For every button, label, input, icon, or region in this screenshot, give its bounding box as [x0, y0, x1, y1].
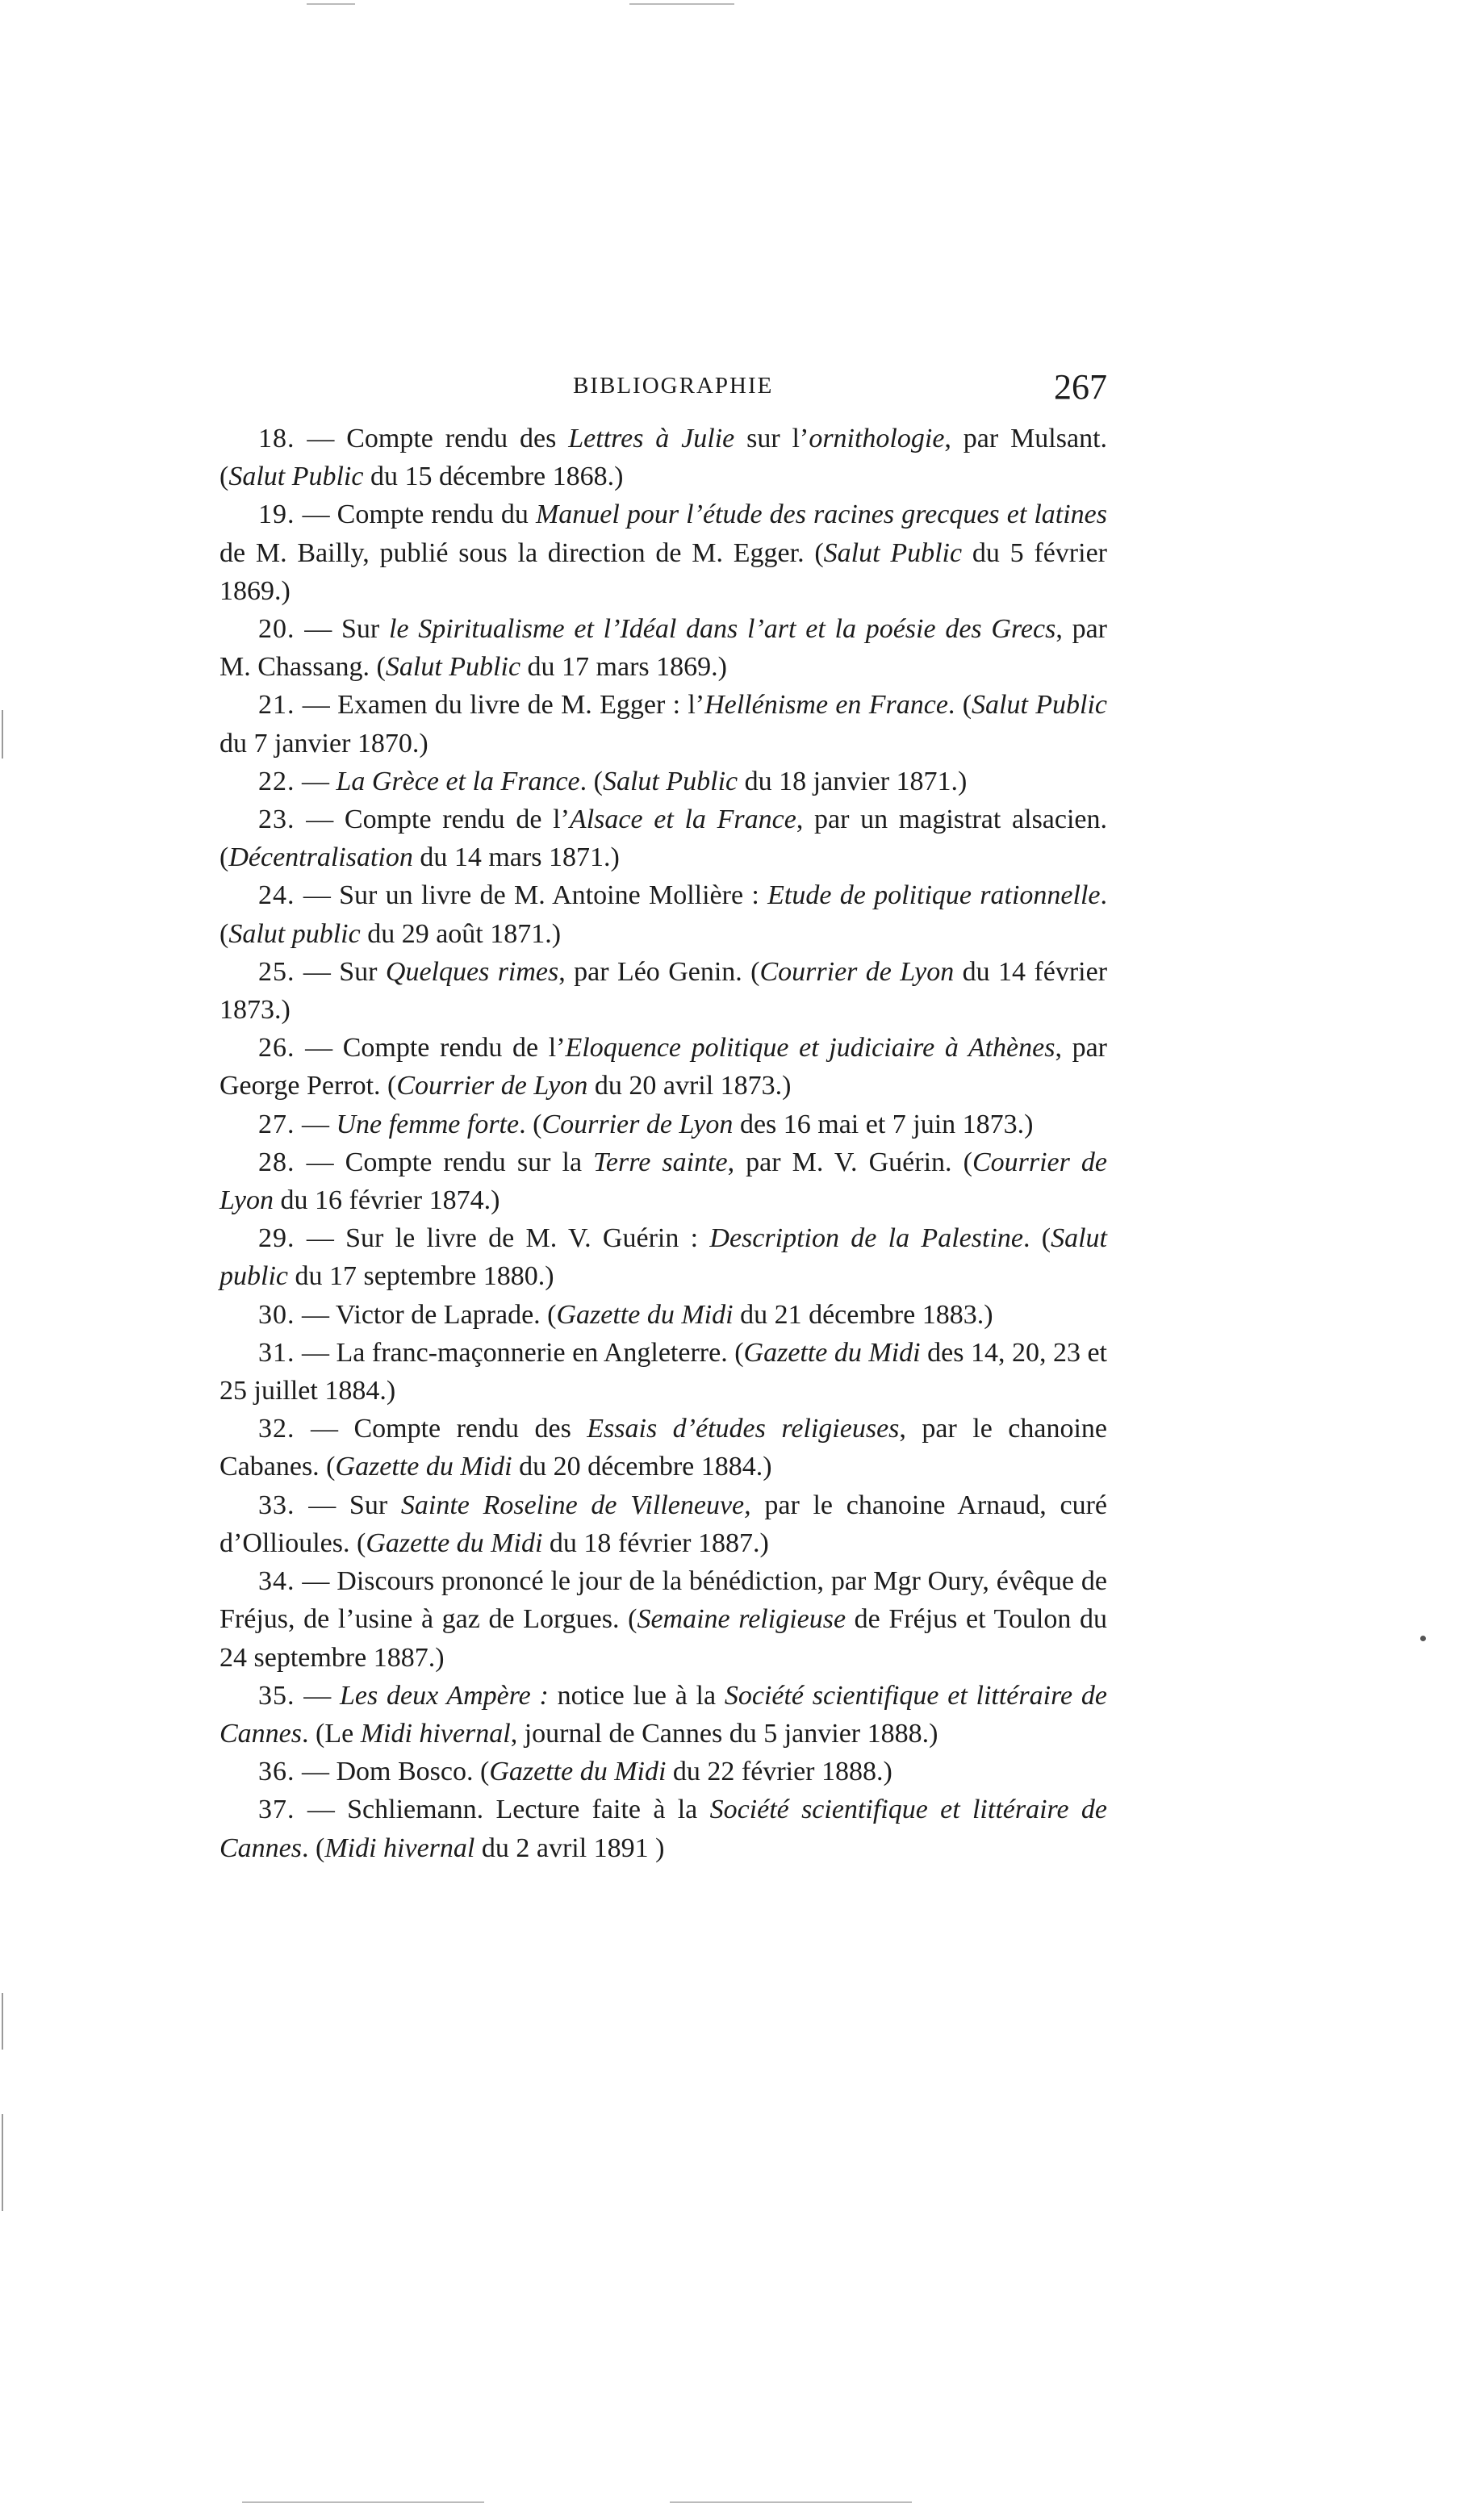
- entry-text: . (: [947, 690, 972, 721]
- entry-text: du 20 avril 1873.): [587, 1071, 792, 1101]
- entry-text: , par M. Chassang. (: [219, 614, 1108, 683]
- entry-number: 29.: [258, 1223, 295, 1254]
- entry-number: 36.: [258, 1757, 295, 1787]
- entry-number: 32.: [258, 1414, 295, 1444]
- entry-text: par le chanoine Arnaud, curé d’Ollioules. (: [219, 1490, 1107, 1558]
- entry-title-italic: Une femme forte: [336, 1109, 520, 1139]
- entry-text: de Fréjus et Toulon du 24 septembre 1887.): [219, 1604, 1107, 1673]
- entry-text: — Sur un livre de M. Antoine Mollière :: [303, 880, 768, 911]
- entry-text: du 22 février 1888.): [666, 1757, 892, 1787]
- entry-title-italic: Midi hivernal: [324, 1833, 475, 1863]
- scan-bottom-mark: [670, 2501, 912, 2503]
- entry-text: du 29 août 1871.): [360, 918, 562, 949]
- entry-title-italic: Gazette du Midi: [556, 1299, 734, 1330]
- entry-title-italic: Etude de politique rationnelle: [767, 880, 1101, 911]
- entry-title-italic: Gazette du Midi: [366, 1527, 543, 1558]
- entry-title-italic: Salut Public: [228, 462, 364, 492]
- running-title: BIBLIOGRAPHIE: [573, 373, 774, 399]
- entry-number: 23.: [258, 804, 295, 835]
- entry-text: , par un magistrat alsacien. (: [219, 804, 1108, 873]
- page-number: 267: [1054, 367, 1107, 407]
- entry-title-italic: Lettres à Julie: [568, 424, 735, 453]
- entry-text: . (: [302, 1833, 325, 1863]
- entry-title-italic: Gazette du Midi: [335, 1452, 512, 1482]
- entry-text: du 15 décembre 1868.): [363, 462, 624, 492]
- entry-number: 24.: [258, 880, 295, 911]
- entry-text: du 2 avril 1891 ): [474, 1833, 665, 1863]
- entry-title-italic: Salut public: [219, 1223, 1107, 1292]
- scan-bottom-mark: [242, 2501, 484, 2503]
- bibliography-entry: [219, 420, 1107, 495]
- page-header: [219, 361, 1107, 410]
- entry-title-italic: Eloquence politique et judiciaire à Athènes: [565, 1033, 1055, 1064]
- bibliography-entry: [219, 495, 1107, 610]
- entry-text: — Sur: [308, 1490, 401, 1520]
- entry-title-italic: Alsace et la France: [569, 804, 796, 835]
- entry-number: 28.: [258, 1147, 295, 1177]
- entry-text: notice lue à la: [548, 1680, 725, 1711]
- entry-title-italic: Manuel pour l’étude des racines grecques et latines: [535, 499, 1108, 530]
- entry-title-italic: Essais d’études religieuses: [587, 1414, 900, 1444]
- bibliography-entry: [219, 686, 1107, 762]
- entry-text: . (: [579, 766, 603, 796]
- entry-text: du 7 janvier 1870.): [219, 728, 428, 759]
- entry-title-italic: ornithologie: [809, 424, 945, 453]
- entry-text: du 14 février 1873.): [219, 956, 1108, 1026]
- entry-title-italic: Salut Public: [385, 652, 521, 683]
- bibliography-entry: [219, 610, 1107, 686]
- entry-number: 18.: [258, 424, 295, 453]
- scan-edge-mark: [2, 2114, 3, 2211]
- bibliography-entry: [219, 1029, 1107, 1105]
- entry-title-italic: Les deux Ampère :: [340, 1680, 549, 1711]
- entry-title-italic: Courrier de Lyon: [396, 1071, 588, 1101]
- scan-edge-mark: [2, 710, 3, 759]
- bibliography-entry: [219, 1296, 1107, 1334]
- entry-text: —: [303, 1680, 340, 1711]
- entry-number: 19.: [258, 499, 295, 530]
- entry-text: du 18 janvier 1871.): [738, 766, 968, 796]
- bibliography-entry: [219, 763, 1107, 800]
- entry-number: 22.: [258, 766, 295, 796]
- entry-text: — Compte rendu sur la: [306, 1147, 594, 1177]
- entry-text: — La franc-maçonnerie en Angleterre. (: [302, 1337, 744, 1368]
- entry-text: du 16 février 1874.): [274, 1185, 500, 1216]
- entry-text: du 21 décembre 1883.): [733, 1299, 993, 1330]
- entry-text: — Compte rendu de l’: [306, 804, 570, 835]
- bibliography-entry: [219, 1410, 1107, 1486]
- entry-text: — Sur: [303, 956, 386, 987]
- entry-text: — Sur: [304, 614, 389, 645]
- entry-text: , par George Perrot. (: [219, 1033, 1107, 1101]
- bibliography-entry: [219, 1334, 1107, 1410]
- entry-title-italic: le Spiritualisme et l’Idéal dans l’art et la poésie des Grecs: [389, 614, 1056, 645]
- bibliography-entry: [219, 800, 1107, 876]
- bibliography-entry: [219, 1562, 1107, 1677]
- entry-text: , journal de Cannes du 5 janvier 1888.): [510, 1718, 938, 1749]
- entry-text: —: [302, 1109, 336, 1139]
- entry-number: 20.: [258, 614, 295, 645]
- entry-text: . (: [519, 1109, 542, 1139]
- entry-text: du 17 mars 1869.): [520, 652, 727, 683]
- entry-number: 27.: [258, 1109, 295, 1139]
- bibliography-list: [219, 420, 1107, 1867]
- entry-number: 31.: [258, 1337, 295, 1368]
- entry-text: — Sur le livre de M. V. Guérin :: [306, 1223, 710, 1254]
- entry-text: . (: [219, 880, 1107, 949]
- entry-text: —: [302, 766, 336, 796]
- scan-top-mark: [629, 3, 734, 5]
- entry-title-italic: Hellénisme en France: [704, 690, 948, 721]
- entry-text: , par Mulsant. (: [219, 424, 1108, 492]
- entry-title-italic: La Grèce et la France: [336, 766, 580, 796]
- entry-text: — Dom Bosco. (: [302, 1757, 490, 1787]
- entry-text: de M. Bailly, publié sous la direction de M. Egger. (: [219, 537, 824, 568]
- bibliography-entry: [219, 1677, 1107, 1753]
- bibliography-entry: [219, 1753, 1107, 1791]
- entry-text: . (: [1022, 1223, 1051, 1254]
- entry-text: — Discours prononcé le jour de la bénédiction, par Mgr Oury, évêque de Fréjus, de l’usine à gaz de Lorgues. (: [219, 1566, 1107, 1635]
- entry-title-italic: Courrier de Lyon: [219, 1147, 1108, 1216]
- entry-number: 34.: [258, 1566, 295, 1597]
- entry-title-italic: Société scientifique et littéraire de Cannes: [219, 1680, 1107, 1749]
- entry-text: du 18 février 1887.): [542, 1527, 769, 1558]
- entry-text: du 17 septembre 1880.): [287, 1261, 554, 1292]
- entry-text: du 5 février 1869.): [219, 537, 1107, 606]
- entry-text: — Victor de Laprade. (: [302, 1299, 557, 1330]
- entry-title-italic: Société scientifique et littéraire de Cannes: [219, 1795, 1108, 1863]
- bibliography-entry: [219, 1486, 1107, 1562]
- entry-text: du 14 mars 1871.): [412, 842, 620, 873]
- entry-title-italic: Salut Public: [602, 766, 738, 796]
- entry-title-italic: Courrier de Lyon: [541, 1109, 734, 1139]
- bibliography-entry: [219, 1219, 1107, 1295]
- bibliography-entry: [219, 1105, 1107, 1143]
- entry-text: — Schliemann. Lecture faite à la: [307, 1795, 710, 1825]
- entry-text: — Examen du livre de M. Egger : l’: [302, 690, 705, 721]
- entry-title-italic: Sainte Roseline de Villeneuve,: [400, 1490, 751, 1520]
- entry-title-italic: Gazette du Midi: [489, 1757, 667, 1787]
- entry-title-italic: Salut Public: [972, 690, 1107, 721]
- entry-number: 25.: [258, 956, 295, 987]
- bibliography-entry: [219, 1143, 1107, 1219]
- scan-speck: [1420, 1636, 1426, 1641]
- entry-title-italic: Quelques rimes: [385, 956, 559, 987]
- entry-text: , par Léo Genin. (: [558, 956, 760, 987]
- entry-text: sur l’: [734, 424, 809, 453]
- entry-number: 37.: [258, 1795, 295, 1825]
- entry-text: — Compte rendu des: [310, 1414, 587, 1444]
- entry-title-italic: Salut Public: [823, 537, 963, 568]
- entry-title-italic: Décentralisation: [228, 842, 413, 873]
- entry-text: des 14, 20, 23 et 25 juillet 1884.): [219, 1337, 1108, 1406]
- entry-number: 26.: [258, 1033, 295, 1064]
- scan-top-mark: [307, 3, 355, 5]
- entry-text: . (Le: [302, 1718, 361, 1749]
- bibliography-entry: [219, 1791, 1107, 1866]
- entry-title-italic: Salut public: [228, 918, 361, 949]
- entry-title-italic: Terre sainte: [593, 1147, 728, 1177]
- entry-title-italic: Description de la Palestine: [709, 1223, 1023, 1254]
- entry-text: du 20 décembre 1884.): [512, 1452, 772, 1482]
- bibliography-entry: [219, 953, 1107, 1029]
- entry-title-italic: Semaine religieuse: [637, 1604, 846, 1635]
- entry-text: , par M. V. Guérin. (: [727, 1147, 972, 1177]
- entry-number: 33.: [258, 1490, 295, 1520]
- entry-title-italic: Courrier de Lyon: [759, 956, 955, 987]
- entry-title-italic: Midi hivernal: [360, 1718, 511, 1749]
- entry-number: 35.: [258, 1680, 295, 1711]
- scan-edge-mark: [2, 1993, 3, 2050]
- entry-text: — Compte rendu du: [302, 499, 536, 530]
- entry-text: des 16 mai et 7 juin 1873.): [733, 1109, 1034, 1139]
- bibliography-entry: [219, 876, 1107, 952]
- entry-text: , par le chanoine Cabanes. (: [219, 1414, 1107, 1482]
- entry-text: — Compte rendu des: [307, 424, 569, 453]
- entry-title-italic: Gazette du Midi: [743, 1337, 921, 1368]
- entry-number: 30.: [258, 1299, 295, 1330]
- entry-text: — Compte rendu de l’: [305, 1033, 566, 1064]
- entry-number: 21.: [258, 690, 295, 721]
